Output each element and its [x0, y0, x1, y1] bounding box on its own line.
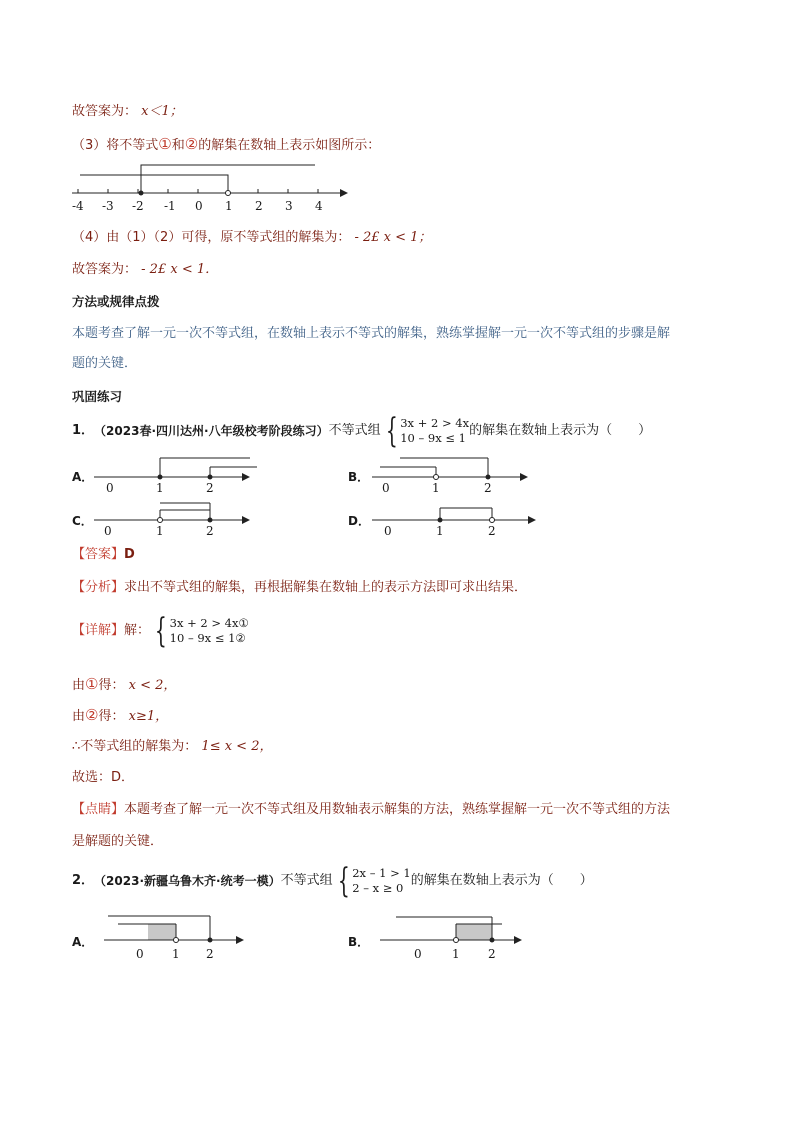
- question-post: 的解集在数轴上表示为（ ）: [469, 423, 652, 438]
- axis-arrow: [242, 473, 250, 481]
- answer-tag: 【答案】: [72, 547, 125, 562]
- option-b-number-line[interactable]: [370, 455, 550, 495]
- question-post: 的解集在数轴上表示为（ ）: [410, 873, 593, 888]
- tick-label: -2: [132, 199, 144, 213]
- step-1: [72, 674, 176, 696]
- step-4: 故选：D．: [72, 770, 135, 785]
- option-b-label[interactable]: B．: [348, 935, 370, 949]
- tick-label: 0: [104, 524, 112, 538]
- method-line-1: 本题考查了解一元一次不等式组，在数轴上表示不等式的解集，熟练掌握解一元一次不等式组的步骤是解: [72, 326, 671, 341]
- detail-tag: 【详解】: [72, 623, 125, 638]
- method-heading: 方法或规律点拨: [72, 294, 160, 309]
- comment-tag: 【点睛】: [72, 802, 125, 817]
- analysis-block: [72, 578, 527, 598]
- question-pre: 不等式组: [328, 423, 381, 438]
- answer-block: [72, 545, 135, 565]
- open-dot: [454, 938, 459, 943]
- step-math: 1≤ x < 2，: [201, 739, 273, 754]
- inequality-row: 2 – x ≥ 0: [352, 881, 404, 895]
- tick-label: 1: [172, 947, 180, 961]
- tick-label: 2: [488, 947, 496, 961]
- inequality-row: 10 – 9x ≤ 1②: [169, 631, 246, 645]
- final-prefix: 故答案为：: [72, 262, 138, 277]
- analysis-text: 求出不等式组的解集，再根据解集在数轴上的表示方法即可求出结果．: [124, 580, 528, 595]
- tick-label: 0: [136, 947, 144, 961]
- open-dot: [158, 518, 163, 523]
- step-text: 得：: [98, 678, 125, 693]
- answer-line-2: [72, 102, 183, 122]
- tick-labels: [72, 199, 323, 213]
- part4-label: （4）由（1）（2）可得，原不等式组的解集为：: [72, 230, 351, 245]
- tick-label: 0: [195, 199, 203, 213]
- step-text: ∴不等式组的解集为：: [72, 739, 198, 754]
- tick-label: 0: [414, 947, 422, 961]
- tick-label: 2: [255, 199, 263, 213]
- circled-two: ②: [85, 706, 99, 724]
- part4-text: [72, 228, 431, 248]
- tick-label: 0: [382, 481, 390, 495]
- question-1: [72, 411, 652, 451]
- analysis-tag: 【分析】: [72, 580, 125, 595]
- option-b-label[interactable]: B．: [348, 470, 370, 484]
- q2-option-b-number-line[interactable]: [372, 912, 542, 962]
- part3-text: [72, 134, 380, 156]
- option-d-label[interactable]: D．: [348, 514, 370, 528]
- q2-option-a-number-line[interactable]: [96, 912, 266, 962]
- question-2: [72, 861, 593, 901]
- closed-dot: [486, 475, 491, 480]
- answer-math: x＜1；: [141, 104, 183, 119]
- tick-label: 2: [206, 481, 214, 495]
- tick-label: 2: [206, 947, 214, 961]
- axis-arrow: [514, 936, 522, 944]
- step-3: [72, 737, 272, 757]
- inequality-system: [381, 411, 470, 451]
- inequality-row: 3x + 2 > 4x: [400, 416, 470, 430]
- question-source: （2023·新疆乌鲁木齐·统考一模）: [94, 874, 281, 888]
- closed-dot: [158, 475, 163, 480]
- closed-dot: [208, 938, 213, 943]
- shaded-region: [456, 924, 492, 940]
- and-text: 和: [171, 138, 185, 153]
- answer-prefix: 故答案为：: [72, 104, 138, 119]
- solution-ray-left: [80, 175, 228, 191]
- inequality-row: 3x + 2 > 4x①: [169, 616, 249, 630]
- step-text: 得：: [98, 709, 125, 724]
- step-math: x < 2，: [128, 678, 177, 693]
- closed-dot: [208, 518, 213, 523]
- comment-text: 本题考查了解一元一次不等式组及用数轴表示解集的方法，熟练掌握解一元一次不等式组的方法: [124, 802, 671, 817]
- tick-label: 1: [225, 199, 233, 213]
- shaded-region: [148, 924, 176, 940]
- question-number: 2．: [72, 873, 95, 888]
- comment-line-2: 是解题的关键．: [72, 834, 164, 849]
- step-math: x≥1，: [128, 709, 169, 724]
- tick-label: 0: [384, 524, 392, 538]
- tick-label: 0: [106, 481, 114, 495]
- option-a-label[interactable]: A．: [72, 470, 94, 484]
- axis-arrow: [236, 936, 244, 944]
- final-math: - 2£ x < 1．: [141, 262, 219, 277]
- option-d-number-line[interactable]: [370, 500, 550, 540]
- step-text: 由: [72, 678, 86, 693]
- circled-one: ①: [85, 675, 99, 693]
- tick-label: 1: [156, 481, 164, 495]
- brace-icon: {: [337, 861, 350, 901]
- answer-value: D: [124, 547, 135, 562]
- inequality-row: 2x – 1 > 1: [352, 866, 411, 880]
- question-number: 1．: [72, 423, 95, 438]
- detail-text: 解：: [124, 623, 151, 638]
- detail-block: [72, 611, 249, 651]
- part4-math: - 2£ x < 1；: [354, 230, 432, 245]
- tick-label: 1: [156, 524, 164, 538]
- tick-label: 3: [285, 199, 293, 213]
- tick-label: 1: [436, 524, 444, 538]
- method-line-2: 题的关键．: [72, 356, 138, 371]
- step-2: [72, 705, 168, 727]
- tick-label: 1: [452, 947, 460, 961]
- tick-label: 2: [206, 524, 214, 538]
- closed-dot: [208, 475, 213, 480]
- tick-label: -4: [72, 199, 84, 213]
- tick-label: 1: [432, 481, 440, 495]
- inequality-system: [333, 861, 411, 901]
- tick-label: -3: [102, 199, 114, 213]
- step-text: 由: [72, 709, 86, 724]
- axis-arrow: [520, 473, 528, 481]
- option-a-label[interactable]: A．: [72, 935, 94, 949]
- closed-dot: [139, 191, 144, 196]
- brace-icon: {: [154, 611, 167, 651]
- open-dot: [434, 475, 439, 480]
- inequality-system: [150, 611, 249, 651]
- final-answer: [72, 260, 218, 280]
- number-line-main: [70, 160, 370, 220]
- question-source: （2023春·四川达州·八年级校考阶段练习）: [94, 424, 329, 438]
- tick-label: 2: [488, 524, 496, 538]
- circled-one: ①: [158, 135, 172, 153]
- part3-label: （3）将不等式: [72, 138, 159, 153]
- option-a-number-line[interactable]: [92, 455, 262, 495]
- open-dot: [490, 518, 495, 523]
- circled-two: ②: [184, 135, 199, 153]
- option-c-label[interactable]: C．: [72, 514, 93, 528]
- option-c-number-line[interactable]: [92, 500, 262, 540]
- axis-arrow: [528, 516, 536, 524]
- brace-icon: {: [385, 411, 398, 451]
- comment-line-1: [72, 800, 670, 820]
- tick-marks: [78, 189, 318, 193]
- inequality-row: 10 – 9x ≤ 1: [400, 431, 466, 445]
- part3-rest: 的解集在数轴上表示如图所示：: [198, 138, 381, 153]
- tick-label: 4: [315, 199, 323, 213]
- closed-dot: [438, 518, 443, 523]
- question-pre: 不等式组: [280, 873, 333, 888]
- practice-heading: 巩固练习: [72, 389, 123, 404]
- axis-arrow: [242, 516, 250, 524]
- axis-arrow: [340, 189, 348, 197]
- tick-label: -1: [164, 199, 176, 213]
- open-dot: [226, 191, 231, 196]
- open-dot: [174, 938, 179, 943]
- tick-label: 2: [484, 481, 492, 495]
- closed-dot: [490, 938, 495, 943]
